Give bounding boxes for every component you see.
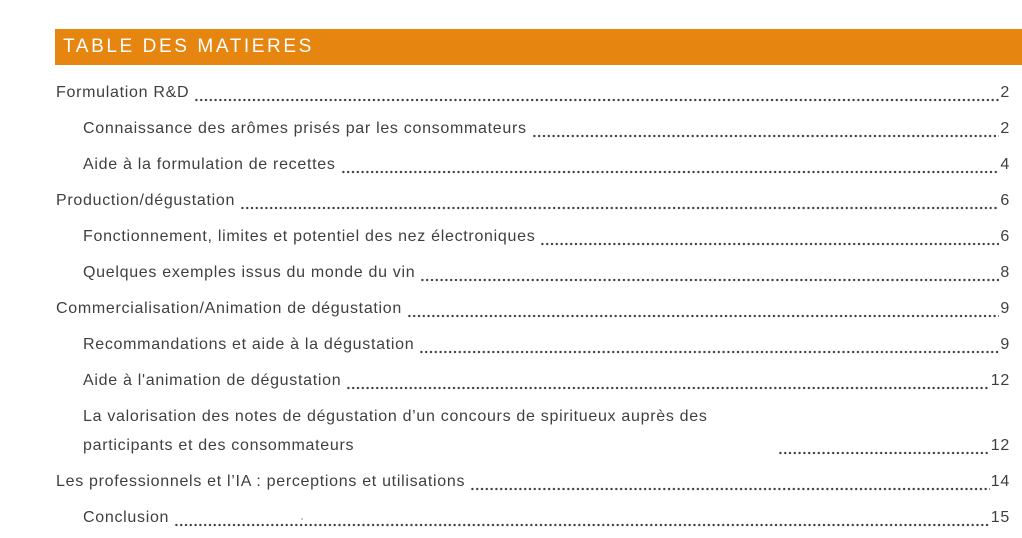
toc-entry[interactable] [56, 150, 1010, 179]
toc-entry-page: 2 [1000, 120, 1010, 137]
table-of-contents [56, 78, 1010, 538]
toc-entry-page: 9 [1000, 300, 1010, 317]
toc-header-bar [55, 29, 1022, 65]
toc-entry-label: La valorisation des notes de dégustation d’un concours de spiritueux auprès des participants et des consommateurs [83, 408, 708, 454]
toc-entry[interactable] [56, 467, 1010, 496]
toc-entry-page: 6 [1000, 228, 1010, 245]
toc-header-title: TABLE DES MATIERES [63, 36, 314, 57]
toc-entry-page: 12 [990, 437, 1010, 454]
toc-entry[interactable] [56, 503, 1010, 532]
toc-entry-label: Recommandations et aide à la dégustation [83, 336, 415, 353]
toc-entry-label: Connaissance des arômes prisés par les consommateurs [83, 120, 527, 137]
toc-entry-label: Production/dégustation [56, 192, 236, 209]
toc-entry[interactable] [56, 402, 1010, 460]
toc-entry[interactable] [56, 294, 1010, 323]
dot-leader [407, 313, 999, 318]
toc-entry-label: Conclusion [83, 509, 170, 526]
dot-leader [420, 277, 999, 282]
dot-leader [346, 385, 989, 390]
toc-entry-page: 4 [1000, 156, 1010, 173]
toc-entry-label: Formulation R&D [56, 84, 190, 101]
toc-entry-page: 2 [1000, 84, 1010, 101]
toc-entry-label: Commercialisation/Animation de dégustation [56, 300, 403, 317]
toc-entry-page: 12 [990, 372, 1010, 389]
dot-leader [419, 349, 999, 354]
toc-entry[interactable] [56, 186, 1010, 215]
toc-entry-page: 9 [1000, 336, 1010, 353]
toc-entry-page: 15 [990, 509, 1010, 526]
dot-leader [540, 241, 999, 246]
dot-leader [174, 522, 990, 527]
toc-entry-label: Quelques exemples issus du monde du vin [83, 264, 416, 281]
dot-leader [341, 169, 1000, 174]
toc-entry-label: Aide à l'animation de dégustation [83, 372, 342, 389]
toc-entry[interactable] [56, 78, 1010, 107]
toc-entry[interactable] [56, 258, 1010, 287]
toc-entry[interactable] [56, 222, 1010, 251]
toc-entry[interactable] [56, 114, 1010, 143]
dot-leader [778, 450, 990, 455]
dot-leader [240, 205, 999, 210]
toc-entry-page: 14 [990, 473, 1010, 490]
stray-dot [301, 518, 303, 520]
toc-entry[interactable] [56, 330, 1010, 359]
dot-leader [470, 486, 990, 491]
dot-leader [532, 133, 1000, 138]
toc-entry[interactable] [56, 366, 1010, 395]
toc-entry-label: Fonctionnement, limites et potentiel des nez électroniques [83, 228, 536, 245]
dot-leader [194, 97, 999, 102]
toc-entry-page: 8 [1000, 264, 1010, 281]
toc-entry-page: 6 [1000, 192, 1010, 209]
toc-entry-label: Les professionnels et l’IA : perceptions et utilisations [56, 473, 466, 490]
toc-entry-label: Aide à la formulation de recettes [83, 156, 336, 173]
